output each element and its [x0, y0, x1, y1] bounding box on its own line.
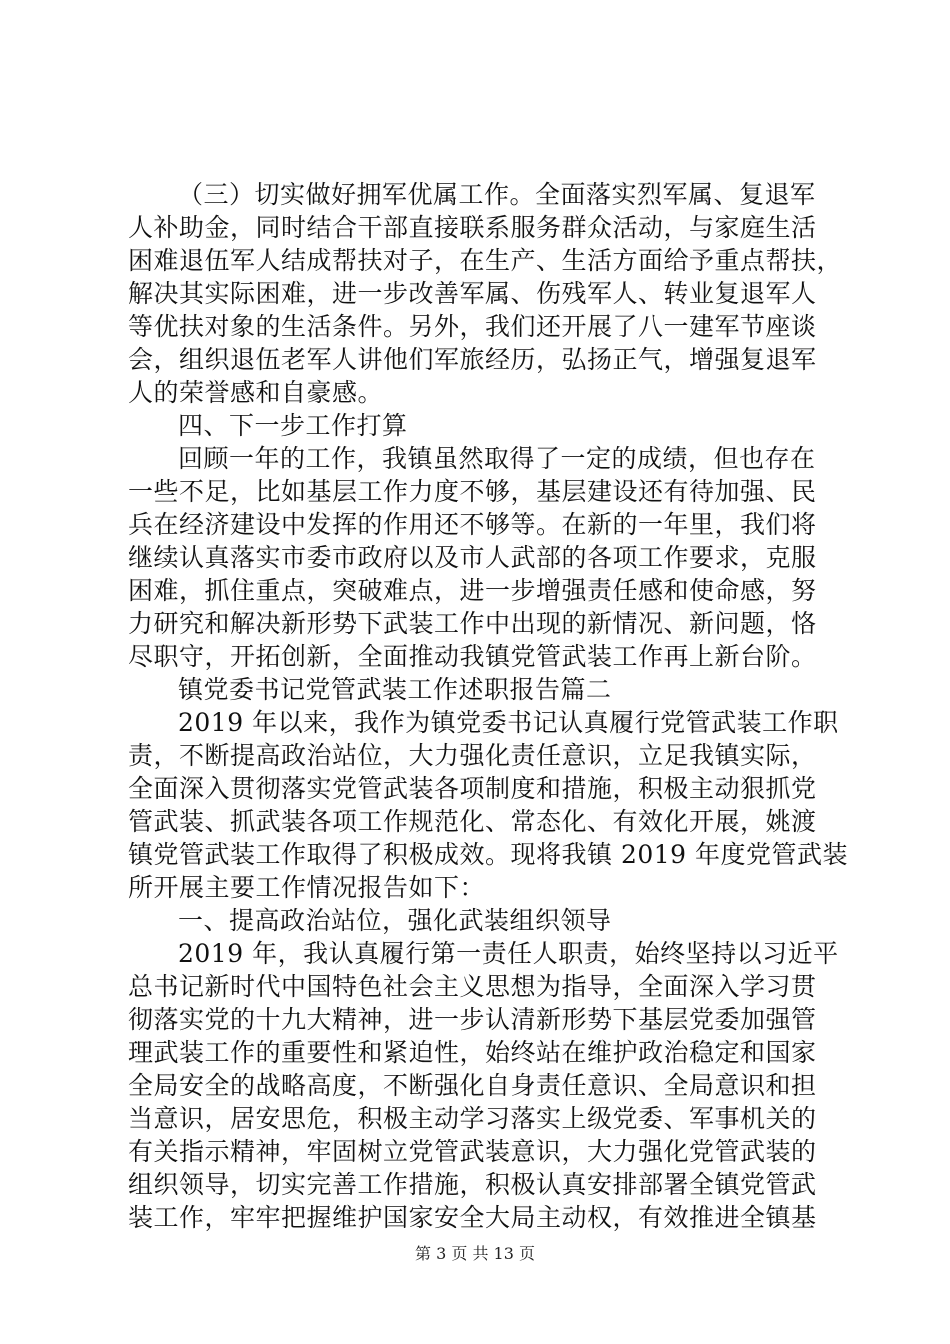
paragraph-line: 组织领导，切实完善工作措施，积极认真安排部署全镇党管武 — [128, 1170, 817, 1199]
paragraph-line: 会，组织退伍老军人讲他们军旅经历，弘扬正气，增强复退军 — [128, 345, 817, 374]
paragraph-line: 2019 年，我认真履行第一责任人职责，始终坚持以习近平 — [178, 939, 839, 968]
paragraph-line: 责，不断提高政治站位，大力强化责任意识，立足我镇实际， — [128, 741, 817, 770]
paragraph-line: 一些不足，比如基层工作力度不够，基层建设还有待加强、民 — [128, 477, 817, 506]
paragraph-line: 人补助金，同时结合干部直接联系服务群众活动，与家庭生活 — [128, 213, 817, 242]
paragraph-line: 全面深入贯彻落实党管武装各项制度和措施，积极主动狠抓党 — [128, 774, 817, 803]
paragraph-line: 继续认真落实市委市政府以及市人武部的各项工作要求，克服 — [128, 543, 817, 572]
paragraph-line: 回顾一年的工作，我镇虽然取得了一定的成绩，但也存在 — [178, 444, 816, 473]
paragraph-line: 总书记新时代中国特色社会主义思想为指导，全面深入学习贯 — [128, 972, 817, 1001]
paragraph-line: （三）切实做好拥军优属工作。全面落实烈军属、复退军 — [178, 180, 816, 209]
paragraph-line: 困难，抓住重点，突破难点，进一步增强责任感和使命感，努 — [128, 576, 817, 605]
section-heading: 四、下一步工作打算 — [178, 411, 408, 440]
paragraph-line: 力研究和解决新形势下武装工作中出现的新情况、新问题，恪 — [128, 609, 817, 638]
paragraph-line: 有关指示精神，牢固树立党管武装意识，大力强化党管武装的 — [128, 1137, 817, 1166]
page-number-footer: 第 3 页 共 13 页 — [415, 1244, 535, 1263]
paragraph-line: 解决其实际困难，进一步改善军属、伤残军人、转业复退军人 — [128, 279, 817, 308]
section-title: 镇党委书记党管武装工作述职报告篇二 — [178, 675, 612, 704]
section-heading: 一、提高政治站位，强化武装组织领导 — [178, 906, 612, 935]
paragraph-line: 镇党管武装工作取得了积极成效。现将我镇 2019 年度党管武装 — [128, 840, 849, 869]
paragraph-line: 彻落实党的十九大精神，进一步认清新形势下基层党委加强管 — [128, 1005, 817, 1034]
paragraph-line: 兵在经济建设中发挥的作用还不够等。在新的一年里，我们将 — [128, 510, 817, 539]
paragraph-line: 全局安全的战略高度，不断强化自身责任意识、全局意识和担 — [128, 1071, 817, 1100]
paragraph-line: 当意识，居安思危，积极主动学习落实上级党委、军事机关的 — [128, 1104, 817, 1133]
paragraph-line: 所开展主要工作情况报告如下： — [128, 873, 486, 902]
paragraph-line: 尽职守，开拓创新，全面推动我镇党管武装工作再上新台阶。 — [128, 642, 817, 671]
paragraph-line: 管武装、抓武装各项工作规范化、常态化、有效化开展，姚渡 — [128, 807, 817, 836]
paragraph-line: 人的荣誉感和自豪感。 — [128, 378, 384, 407]
paragraph-line: 等优扶对象的生活条件。另外，我们还开展了八一建军节座谈 — [128, 312, 817, 341]
paragraph-line: 困难退伍军人结成帮扶对子，在生产、生活方面给予重点帮扶， — [128, 246, 843, 275]
paragraph-line: 装工作，牢牢把握维护国家安全大局主动权，有效推进全镇基 — [128, 1203, 817, 1232]
paragraph-line: 理武装工作的重要性和紧迫性，始终站在维护政治稳定和国家 — [128, 1038, 817, 1067]
paragraph-line: 2019 年以来，我作为镇党委书记认真履行党管武装工作职 — [178, 708, 839, 737]
